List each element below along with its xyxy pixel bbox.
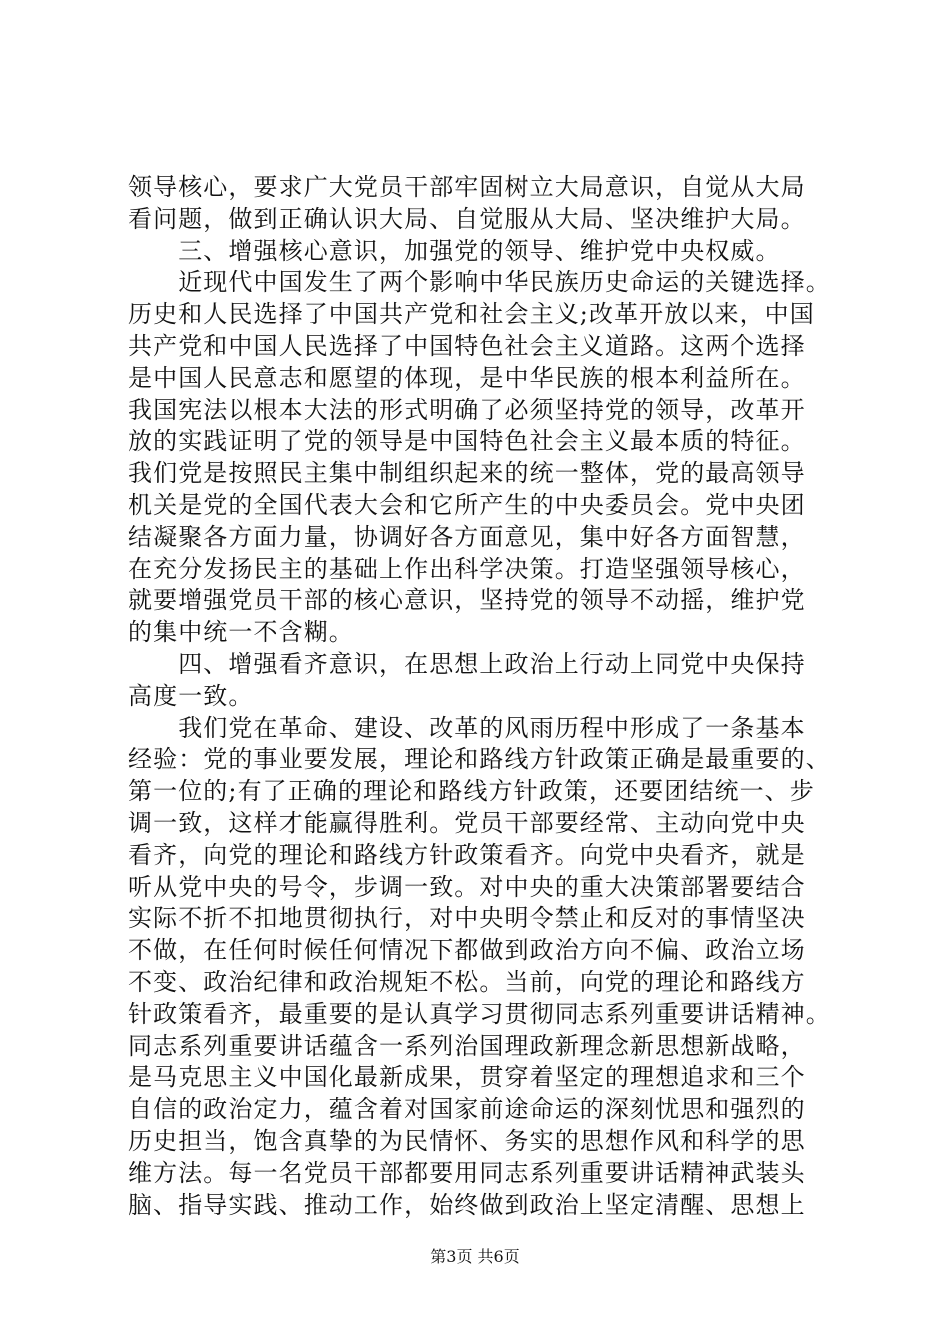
text-line: 放的实践证明了党的领导是中国特色社会主义最本质的特征。: [128, 427, 806, 456]
text-line: 共产党和中国人民选择了中国特色社会主义道路。这两个选择: [128, 331, 806, 360]
text-line: 是马克思主义中国化最新成果，贯穿着坚定的理想追求和三个: [128, 1063, 806, 1092]
text-line: 经验：党的事业要发展，理论和路线方针政策正确是最重要的、: [128, 745, 831, 774]
text-line: 听从党中央的号令，步调一致。对中央的重大决策部署要结合: [128, 872, 806, 901]
text-line: 我们党是按照民主集中制组织起来的统一整体，党的最高领导: [128, 459, 806, 488]
text-line: 我国宪法以根本大法的形式明确了必须坚持党的领导，改革开: [128, 395, 806, 424]
text-line: 维方法。每一名党员干部都要用同志系列重要讲话精神武装头: [128, 1158, 806, 1187]
text-line: 领导核心，要求广大党员干部牢固树立大局意识，自觉从大局: [128, 173, 806, 201]
text-line: 看齐，向党的理论和路线方针政策看齐。向党中央看齐，就是: [128, 840, 806, 869]
text-line: 机关是党的全国代表大会和它所产生的中央委员会。党中央团: [128, 490, 806, 519]
text-line: 看问题，做到正确认识大局、自觉服从大局、坚决维护大局。: [128, 204, 806, 233]
text-line: 我们党在革命、建设、改革的风雨历程中形成了一条基本: [128, 713, 806, 742]
text-line: 实际不折不扣地贯彻执行，对中央明令禁止和反对的事情坚决: [128, 904, 806, 933]
text-line: 历史担当，饱含真挚的为民情怀、务实的思想作风和科学的思: [128, 1126, 806, 1155]
document-body: [128, 172, 836, 1221]
text-line: 高度一致。: [128, 681, 254, 710]
text-line: 不变、政治纪律和政治规矩不松。当前，向党的理论和路线方: [128, 967, 806, 996]
text-line: 近现代中国发生了两个影响中华民族历史命运的关键选择。: [128, 268, 831, 297]
text-line: 在充分发扬民主的基础上作出科学决策。打造坚强领导核心，: [128, 554, 806, 583]
text-line: 第一位的;有了正确的理论和路线方针政策，还要团结统一、步: [128, 777, 815, 806]
text-line: 历史和人民选择了中国共产党和社会主义;改革开放以来，中国: [128, 300, 815, 329]
text-line: 脑、指导实践、推动工作，始终做到政治上坚定清醒、思想上: [128, 1190, 806, 1219]
text-line: 针政策看齐，最重要的是认真学习贯彻同志系列重要讲话精神。: [128, 999, 831, 1028]
text-line: 调一致，这样才能赢得胜利。党员干部要经常、主动向党中央: [128, 808, 806, 837]
page-number-footer: 第3页 共6页: [430, 1247, 520, 1266]
text-line: 是中国人民意志和愿望的体现，是中华民族的根本利益所在。: [128, 363, 806, 392]
text-line: 就要增强党员干部的核心意识，坚持党的领导不动摇，维护党: [128, 586, 806, 615]
text-line: 的集中统一不含糊。: [128, 618, 354, 647]
text-line: 同志系列重要讲话蕴含一系列治国理政新理念新思想新战略，: [128, 1031, 806, 1060]
text-line: 不做，在任何时候任何情况下都做到政治方向不偏、政治立场: [128, 936, 806, 965]
text-line: 三、增强核心意识，加强党的领导、维护党中央权威。: [128, 236, 781, 265]
text-line: 四、增强看齐意识，在思想上政治上行动上同党中央保持: [128, 649, 806, 678]
text-line: 结凝聚各方面力量，协调好各方面意见，集中好各方面智慧，: [128, 522, 806, 551]
text-line: 自信的政治定力，蕴含着对国家前途命运的深刻忧思和强烈的: [128, 1095, 806, 1124]
